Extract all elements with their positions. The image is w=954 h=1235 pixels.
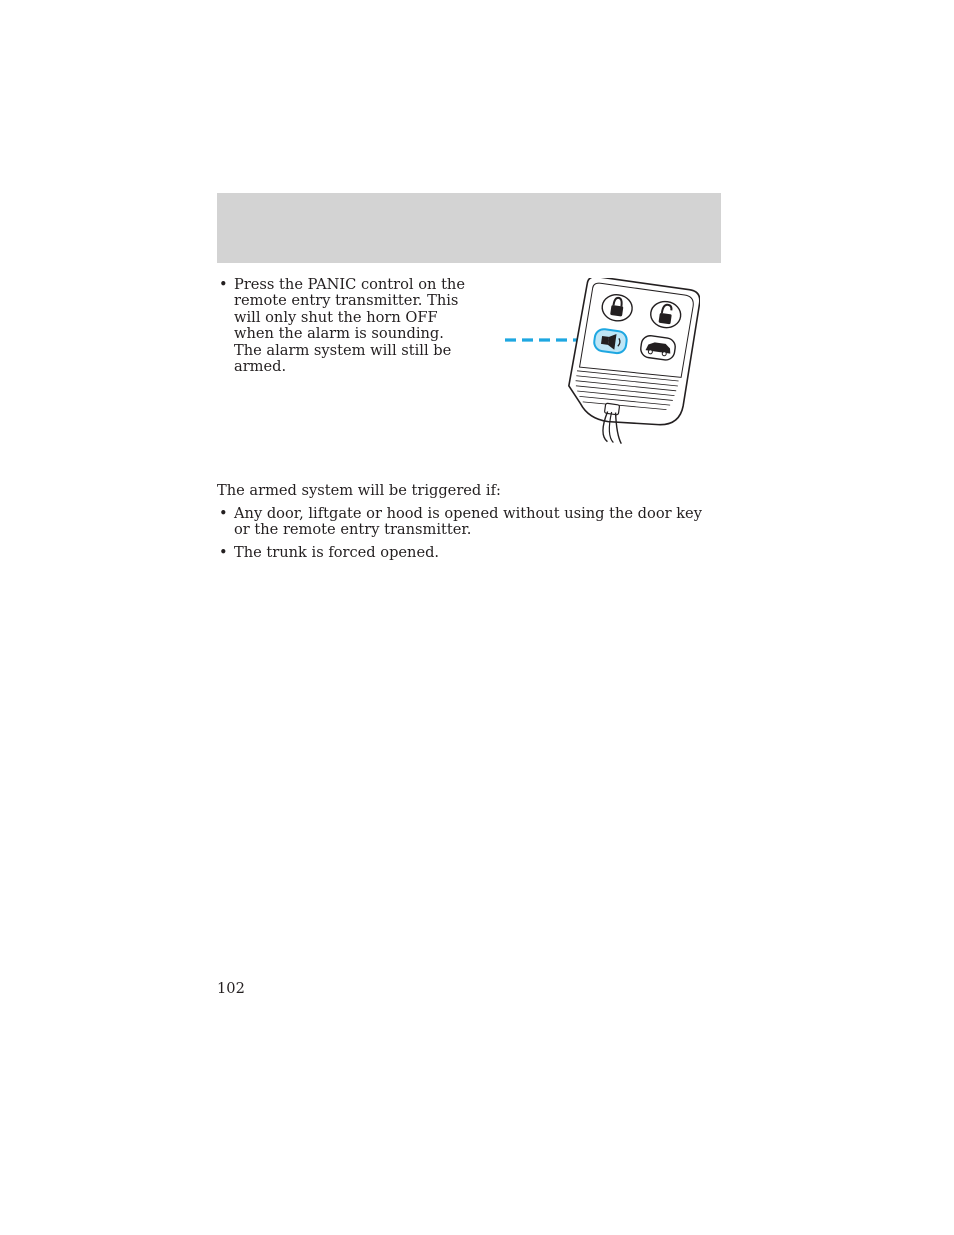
trunk-car-icon	[640, 335, 677, 362]
bullet-glyph: •	[219, 276, 228, 293]
trigger-intro: The armed system will be triggered if:	[217, 482, 501, 499]
panic-bullet-list	[217, 277, 475, 375]
panic-horn-icon	[593, 328, 628, 354]
remote-entry-transmitter-illustration	[500, 278, 700, 448]
key-fob-body	[562, 278, 700, 448]
trigger-text: The trunk is forced opened.	[234, 543, 440, 561]
list-item	[217, 277, 475, 375]
page-number: 102	[217, 980, 245, 997]
trigger-text: Any door, liftgate or hood is opened without using the door key or the remote entry transmitter.	[234, 505, 702, 539]
section-header-band	[217, 193, 721, 263]
bullet-glyph: •	[219, 505, 228, 522]
list-item	[217, 545, 721, 561]
list-item	[217, 506, 721, 539]
bullet-glyph: •	[219, 543, 228, 561]
trigger-list	[217, 506, 721, 567]
panic-instruction-text: Press the PANIC control on the remote entry transmitter. This will only shut the horn OFF when the alarm is sounding. The alarm system will still be armed.	[234, 276, 465, 376]
